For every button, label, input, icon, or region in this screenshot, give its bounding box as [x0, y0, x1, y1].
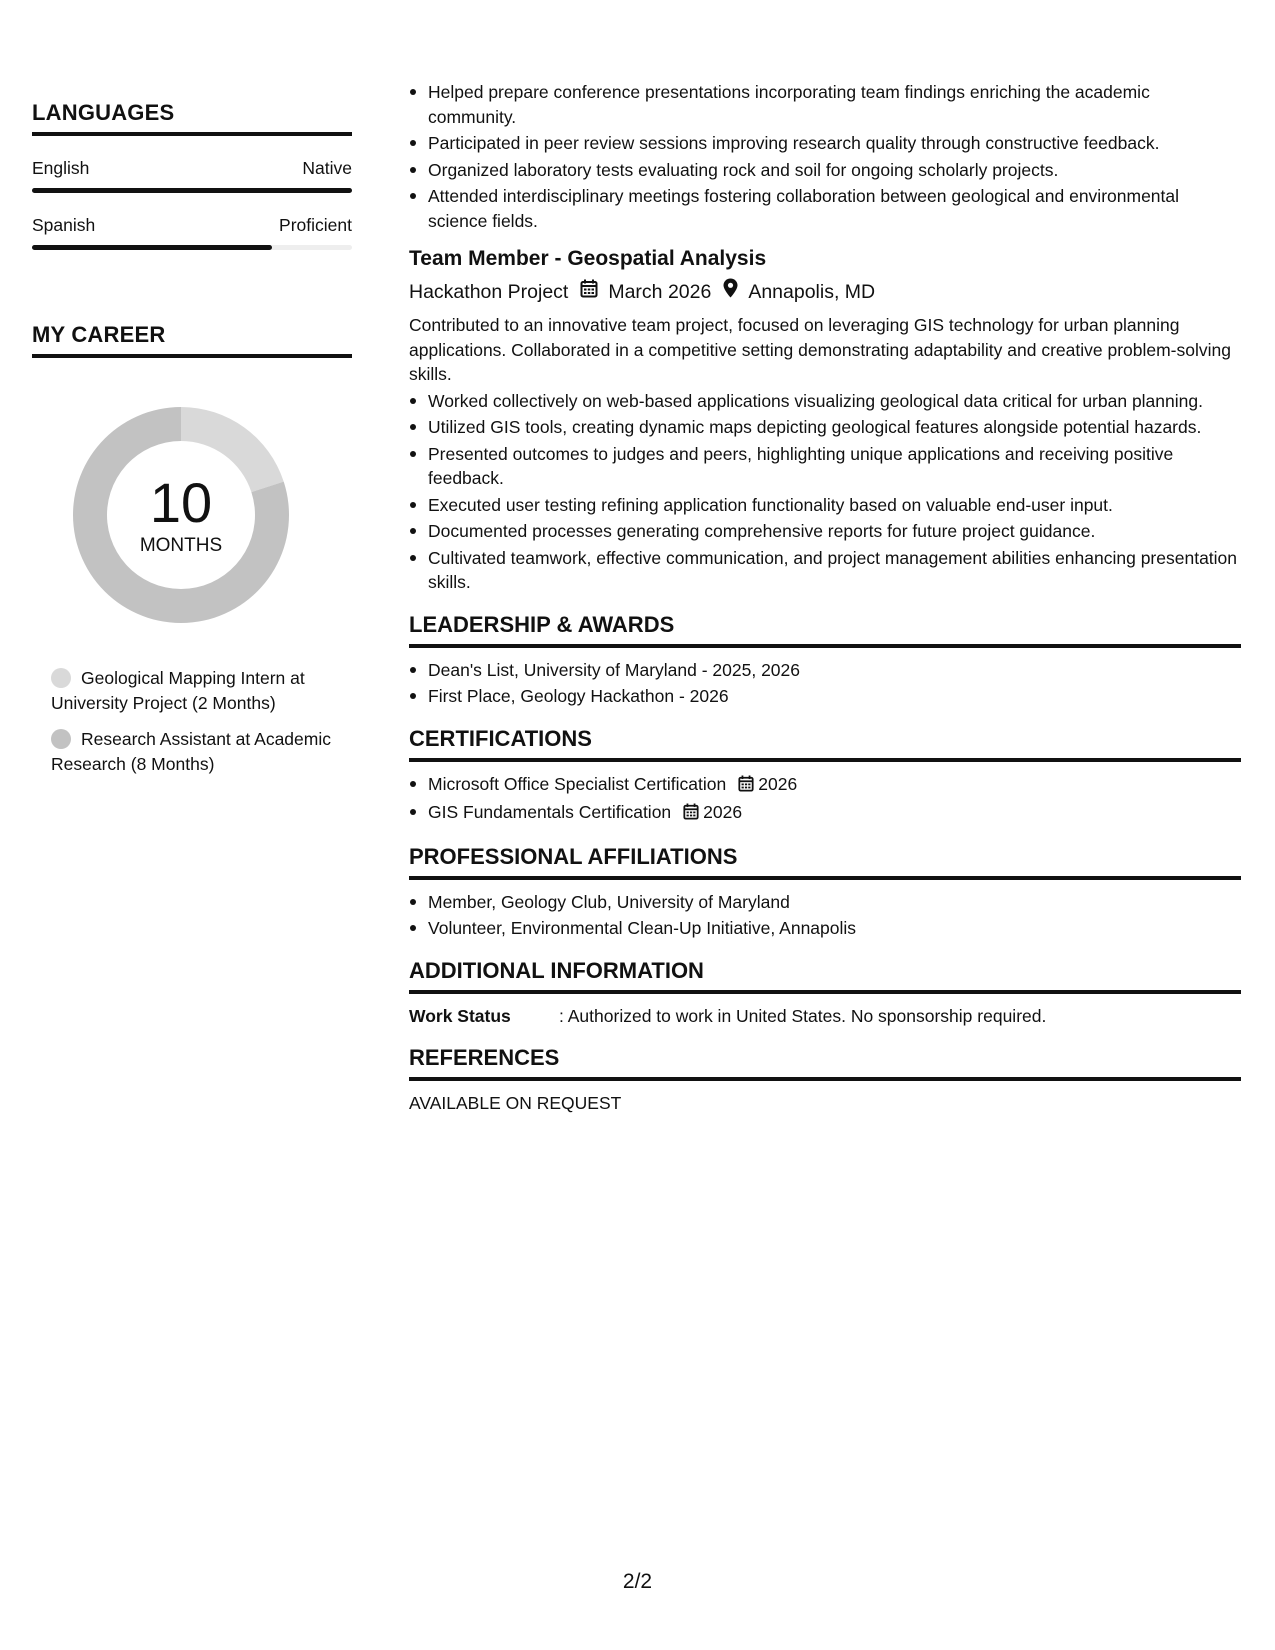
- language-level: Proficient: [279, 215, 352, 235]
- entry-description: Contributed to an innovative team project, focused on leveraging GIS technology for urban planning applications. Collaborated in a competitive setting demonstrating adaptability and creative problem-solving skills.: [409, 315, 1231, 384]
- references-heading: REFERENCES: [409, 1044, 1241, 1081]
- list-item: Documented processes generating comprehensive reports for future project guidance.: [409, 519, 1241, 544]
- certifications-list: [409, 772, 1241, 827]
- career-legend-item: [51, 666, 352, 716]
- additional-info-heading: ADDITIONAL INFORMATION: [409, 957, 1241, 994]
- list-item: Executed user testing refining application functionality based on valuable end-user input.: [409, 493, 1241, 518]
- list-item: Volunteer, Environmental Clean-Up Initiative, Annapolis: [409, 916, 1241, 941]
- list-item: Cultivated teamwork, effective communication, and project management abilities enhancing presentation skills.: [409, 546, 1241, 595]
- entry-location: Annapolis, MD: [748, 281, 876, 303]
- certification-year: 2026: [758, 773, 798, 794]
- language-name: Spanish: [32, 215, 96, 235]
- career-donut-chart: [66, 400, 296, 630]
- career-center-label: [66, 400, 296, 630]
- certifications-heading: CERTIFICATIONS: [409, 725, 1241, 762]
- career-heading: MY CAREER: [32, 322, 352, 358]
- career-legend-label: Geological Mapping Intern at University Project (2 Months): [51, 668, 305, 713]
- list-item: [409, 800, 1241, 827]
- list-item: Member, Geology Club, University of Maryland: [409, 890, 1241, 915]
- list-item: Dean's List, University of Maryland - 2025, 2026: [409, 658, 1241, 683]
- entry-bullets: [409, 389, 1241, 595]
- language-item-english: [32, 156, 352, 193]
- sidebar: [32, 100, 352, 788]
- entry-organization: Hackathon Project: [409, 281, 569, 303]
- list-item: Worked collectively on web-based applications visualizing geological data critical for urban planning.: [409, 389, 1241, 414]
- career-total-number: 10: [149, 471, 213, 534]
- list-item: Presented outcomes to judges and peers, highlighting unique applications and receiving positive feedback.: [409, 442, 1241, 491]
- entry-date: March 2026: [608, 281, 712, 303]
- list-item: Participated in peer review sessions improving research quality through constructive feedback.: [409, 131, 1241, 156]
- career-section: [32, 322, 352, 777]
- career-legend: [32, 666, 352, 777]
- affiliations-list: [409, 890, 1241, 941]
- calendar-icon: [683, 802, 699, 827]
- list-item: Organized laboratory tests evaluating rock and soil for ongoing scholarly projects.: [409, 158, 1241, 183]
- calendar-icon: [580, 277, 598, 307]
- language-bar: [32, 188, 352, 193]
- language-bar: [32, 245, 352, 250]
- language-bar-fill: [32, 245, 272, 250]
- work-status-row: [409, 1004, 1241, 1029]
- work-status-value: : Authorized to work in United States. No sponsorship required.: [559, 1005, 1047, 1026]
- language-bar-fill: [32, 188, 352, 193]
- list-item: Attended interdisciplinary meetings fostering collaboration between geological and environmental science fields.: [409, 184, 1241, 233]
- list-item: Helped prepare conference presentations incorporating team findings enriching the academic community.: [409, 80, 1241, 129]
- career-legend-label: Research Assistant at Academic Research (8 Months): [51, 729, 331, 774]
- certification-year: 2026: [703, 802, 743, 822]
- experience-entry: [409, 245, 1241, 595]
- work-status-label: Work Status: [409, 1005, 511, 1026]
- page-number: 2/2: [622, 1570, 653, 1593]
- affiliations-heading: PROFESSIONAL AFFILIATIONS: [409, 843, 1241, 880]
- leadership-heading: LEADERSHIP & AWARDS: [409, 611, 1241, 648]
- list-item: Utilized GIS tools, creating dynamic maps depicting geological features alongside potential hazards.: [409, 415, 1241, 440]
- references-text: AVAILABLE ON REQUEST: [409, 1093, 622, 1113]
- language-name: English: [32, 158, 90, 178]
- language-level: Native: [302, 158, 352, 178]
- legend-dot-icon: [51, 729, 71, 749]
- main-content: [409, 80, 1241, 1116]
- legend-dot-icon: [51, 668, 71, 688]
- career-total-unit: MONTHS: [139, 535, 223, 556]
- languages-section: [32, 100, 352, 250]
- certification-name: GIS Fundamentals Certification: [428, 802, 672, 822]
- list-item: [409, 772, 1241, 799]
- experience-bullets: [409, 80, 1241, 233]
- languages-heading: LANGUAGES: [32, 100, 352, 136]
- leadership-list: [409, 658, 1241, 709]
- career-legend-item: [51, 727, 352, 777]
- language-item-spanish: [32, 213, 352, 250]
- location-pin-icon: [723, 277, 738, 307]
- entry-title: Team Member - Geospatial Analysis: [409, 247, 767, 270]
- entry-meta: [409, 277, 1241, 307]
- list-item: First Place, Geology Hackathon - 2026: [409, 684, 1241, 709]
- certification-name: Microsoft Office Specialist Certification: [428, 773, 727, 794]
- calendar-icon: [738, 774, 754, 799]
